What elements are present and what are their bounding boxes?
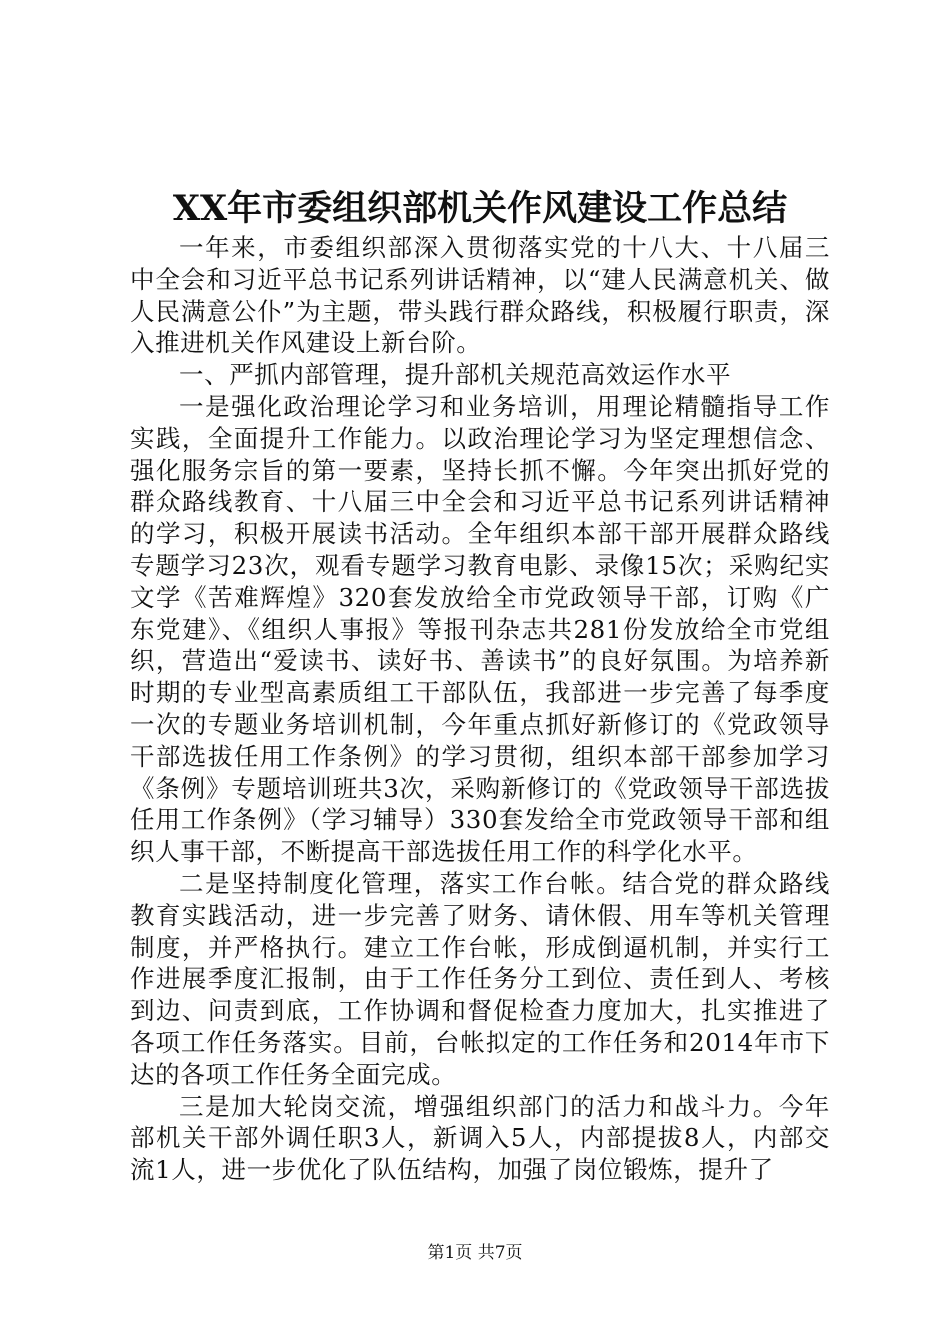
intro-paragraph: 一年来，市委组织部深入贯彻落实党的十八大、十八届三中全会和习近平总书记系列讲话精神，以“建人民满意机关、做人民满意公仆”为主题，带头践行群众路线，积极履行职责，深入推进机关作风建设上新台阶。: [130, 233, 830, 358]
document-title: XX年市委组织部机关作风建设工作总结: [172, 188, 788, 229]
page-number-footer: 第1页 共7页: [427, 1243, 523, 1263]
body-paragraph: 一是强化政治理论学习和业务培训，用理论精髓指导工作实践，全面提升工作能力。以政治理论学习为坚定理想信念、强化服务宗旨的第一要素，坚持长抓不懈。今年突出抓好党的群众路线教育、十八届三中全会和习近平总书记系列讲话精神的学习，积极开展读书活动。全年组织本部干部开展群众路线专题学习23次，观看专题学习教育电影、录像15次；采购纪实文学《苦难辉煌》320套发放给全市党政领导干部，订购《广东党建》、《组织人事报》等报刊杂志共281份发放给全市党组织，营造出“爱读书、读好书、善读书”的良好氛围。为培养新时期的专业型高素质组工干部队伍，我部进一步完善了每季度一次的专题业务培训机制，今年重点抓好新修订的《党政领导干部选拔任用工作条例》的学习贯彻，组织本部干部参加学习《条例》专题培训班共3次，采购新修订的《党政领导干部选拔任用工作条例》（学习辅导）330套发给全市党政领导干部和组织人事干部，不断提高干部选拔任用工作的科学化水平。: [130, 391, 830, 867]
body-paragraph: 三是加大轮岗交流，增强组织部门的活力和战斗力。今年部机关干部外调任职3人，新调入5人，内部提拔8人，内部交流1人，进一步优化了队伍结构，加强了岗位锻炼，提升了: [130, 1091, 830, 1185]
body-paragraph: 二是坚持制度化管理，落实工作台帐。结合党的群众路线教育实践活动，进一步完善了财务、请休假、用车等机关管理制度，并严格执行。建立工作台帐，形成倒逼机制，并实行工作进展季度汇报制，由于工作任务分工到位、责任到人、考核到边、问责到底，工作协调和督促检查力度加大，扎实推进了各项工作任务落实。目前，台帐拟定的工作任务和2014年市下达的各项工作任务全面完成。: [130, 868, 830, 1089]
section-heading: 一、严抓内部管理，提升部机关规范高效运作水平: [179, 360, 732, 390]
document-body: [130, 232, 830, 1186]
